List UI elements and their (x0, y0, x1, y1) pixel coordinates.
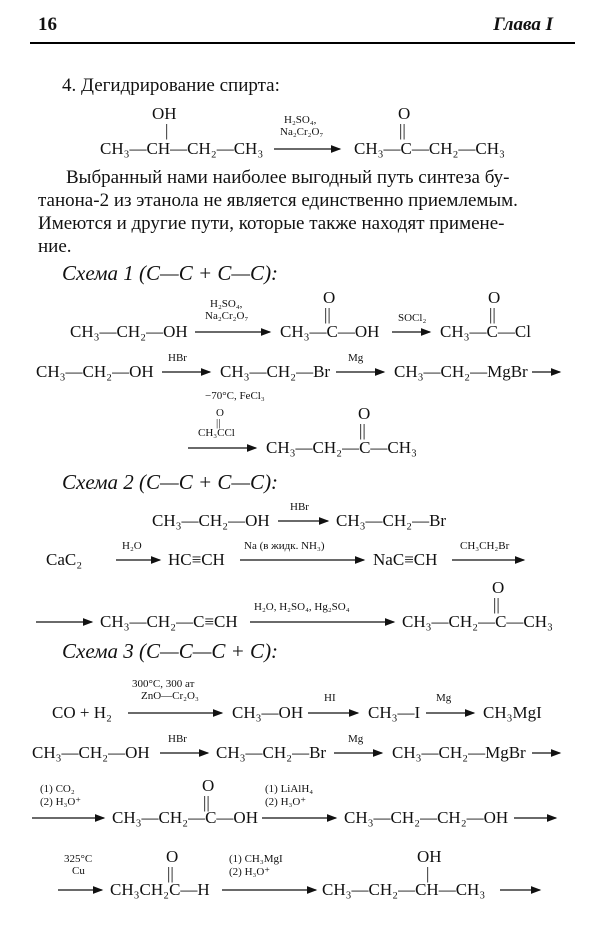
r3-product-2: CH₃—CH₂—MgBr (394, 362, 528, 381)
r9-reagent-2: Mg (348, 733, 364, 745)
r7-reagent: H₂O, H₂SO₄, Hg₂SO₄ (254, 601, 350, 613)
r7-product-1: CH₃—CH₂—C≡CH (100, 612, 238, 631)
r5-reagent: HBr (290, 501, 309, 513)
r2-substituent-1: O (323, 288, 336, 307)
r8-reagent-2: HI (324, 692, 336, 704)
r8-reagent-1a: 300°C, 300 ат (132, 678, 195, 690)
r2-substituent-2: O (488, 288, 501, 307)
r5-reactant: CH₃—CH₂—OH (152, 511, 270, 530)
r8-reagent-3: Mg (436, 692, 452, 704)
r3-reagent-2: Mg (348, 352, 364, 364)
header-rule (30, 42, 575, 44)
r4-reagent-o: O (216, 407, 224, 419)
scheme-2-title: Схема 2 (С—С + С—С): (62, 470, 279, 494)
r1-substituent: OH (152, 104, 177, 123)
r11-substituent-2: OH (417, 847, 442, 866)
r10-reagent-2a: (1) LiAlH₄ (265, 783, 314, 795)
r2-reactant: CH₃—CH₂—OH (70, 322, 188, 341)
r8-product-1: CH₃—OH (232, 703, 304, 722)
page-number: 16 (38, 14, 57, 35)
scheme-1-title: Схема 1 (С—С + С—С): (62, 261, 279, 285)
r1-product-substituent: O (398, 104, 411, 123)
r11-product-1: CH₃CH₂C—H (110, 880, 210, 899)
r3-reactant: CH₃—CH₂—OH (36, 362, 154, 381)
body-paragraph (38, 166, 568, 258)
r8-product-2: CH₃—I (368, 703, 421, 722)
r4-reagent-bond: || (216, 417, 221, 429)
r11-reagent-2b: (2) H₃O⁺ (229, 866, 271, 878)
paragraph-line-2: танона-2 из этанола не является единственно приемлемым. (38, 190, 518, 211)
r11-reagent-1b: Cu (72, 865, 85, 877)
r11-reagent-2a: (1) CH₃MgI (229, 853, 283, 865)
r10-reagent-2b: (2) H₃O⁺ (265, 796, 307, 808)
r9-product-1: CH₃—CH₂—Br (216, 743, 327, 762)
r3-product-1: CH₃—CH₂—Br (220, 362, 331, 381)
r5-product: CH₃—CH₂—Br (336, 511, 447, 530)
r9-product-2: CH₃—CH₂—MgBr (392, 743, 526, 762)
r1-product: CH₃—C—CH₂—CH₃ (354, 139, 505, 158)
r2-reagent-3: SOCl₂ (398, 312, 427, 324)
r10-product-2: CH₃—CH₂—CH₂—OH (344, 808, 509, 827)
r4-reagent: CH₃CCl (198, 427, 235, 439)
r7-product-2: CH₃—CH₂—C—CH₃ (402, 612, 553, 631)
r9-reactant: CH₃—CH₂—OH (32, 743, 150, 762)
r2-reagent-1: H₂SO₄, (210, 298, 243, 310)
r6-reagent-3: CH₃CH₂Br (460, 540, 510, 552)
r10-reagent-1a: (1) CO₂ (40, 783, 75, 795)
paragraph-line-3: Имеются и другие пути, которые также находят примене- (38, 213, 505, 234)
r3-reagent-1: HBr (168, 352, 187, 364)
r8-product-3: CH₃MgI (483, 703, 542, 722)
r4-product: CH₃—CH₂—C—CH₃ (266, 438, 417, 457)
r6-reactant: CaC₂ (46, 550, 83, 569)
r6-reagent-1: H₂O (122, 540, 142, 552)
page-header (30, 14, 575, 40)
r11-reagent-1a: 325°C (64, 853, 93, 865)
r8-reactant: CO + H₂ (52, 703, 112, 722)
r2-product-1: CH₃—C—OH (280, 322, 380, 341)
r3-condition: −70°C, FeCl₃ (205, 390, 265, 402)
r8-reagent-1b: ZnO—Cr₂O₃ (141, 690, 199, 702)
r7-substituent: O (492, 578, 505, 597)
r11-substituent-1: O (166, 847, 179, 866)
r6-product-2: NaC≡CH (373, 550, 438, 569)
r9-reagent-1: HBr (168, 733, 187, 745)
r1-reactant: CH₃—CH—CH₂—CH₃ (100, 139, 264, 158)
r10-substituent-1: O (202, 776, 215, 795)
paragraph-line-1: Выбранный нами наиболее выгодный путь синтеза бу- (66, 167, 510, 188)
r4-product-substituent: O (358, 404, 371, 423)
r1-reagent-1: H₂SO₄, (284, 114, 317, 126)
r2-reagent-2: Na₂Cr₂O₇ (205, 310, 249, 322)
r10-reagent-1b: (2) H₃O⁺ (40, 796, 82, 808)
item-4-title: 4. Дегидрирование спирта: (62, 75, 280, 96)
r2-product-2: CH₃—C—Cl (440, 322, 531, 341)
scheme-3-title: Схема 3 (С—С—С + С): (62, 639, 279, 663)
r6-product-1: HC≡CH (168, 550, 225, 569)
paragraph-line-4: ние. (38, 236, 72, 257)
r1-reagent-2: Na₂Cr₂O₇ (280, 126, 324, 138)
r11-product-2: CH₃—CH₂—CH—CH₃ (322, 880, 486, 899)
r10-product-1: CH₃—CH₂—C—OH (112, 808, 258, 827)
chapter-title: Глава I (493, 14, 553, 35)
r6-reagent-2: Na (в жидк. NH₃) (244, 540, 325, 552)
